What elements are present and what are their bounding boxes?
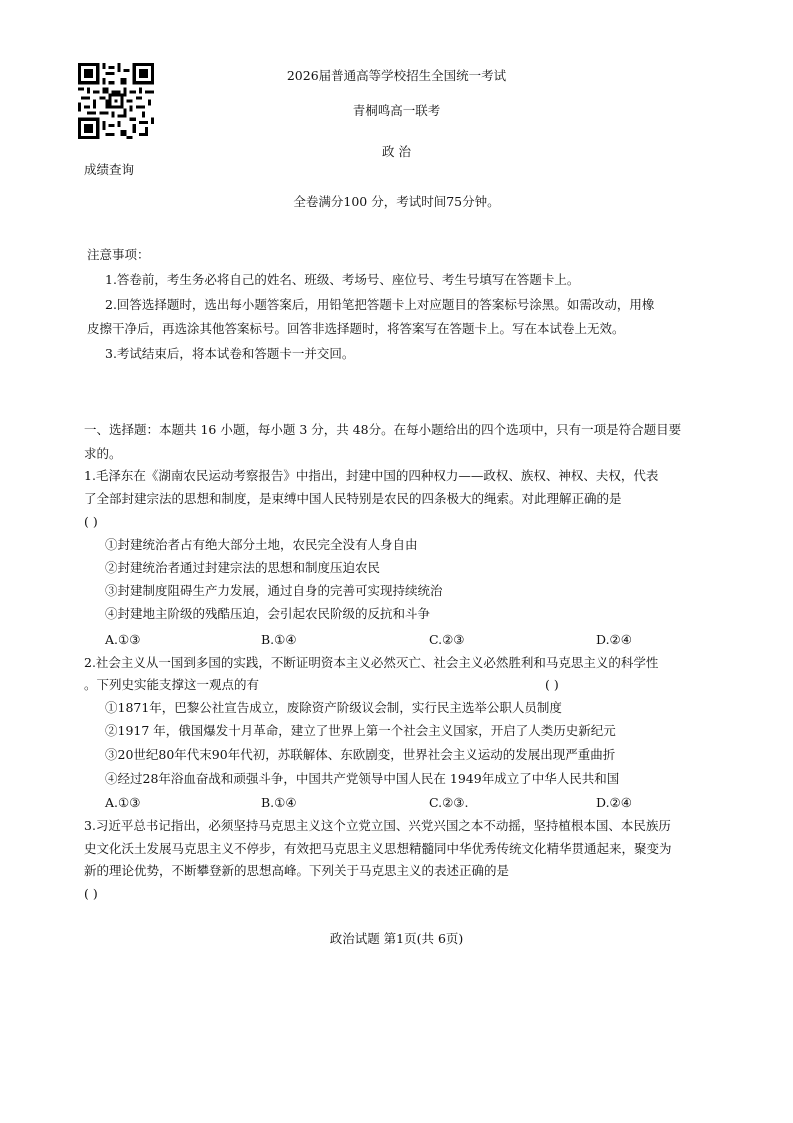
- q1-option-3: ③封建制度阻碍生产力发展，通过自身的完善可实现持续统治: [105, 583, 443, 598]
- q3-stem-line-3: 新的理论优势，不断攀登新的思想高峰。下列关于马克思主义的表述正确的是: [84, 863, 510, 878]
- notice-item-3: 3.考试结束后，将本试卷和答题卡一并交回。: [105, 346, 355, 361]
- score-time-info: 全卷满分100 分，考试时间75分钟。: [293, 194, 500, 209]
- q2-choice-a: A.①③: [105, 795, 141, 810]
- q1-choice-b: B.①④: [261, 632, 297, 647]
- q1-stem-line-2: 了全部封建宗法的思想和制度，是束缚中国人民特别是农民的四条极大的绳索。对此理解正确的是: [84, 491, 622, 506]
- q2-option-1: ①1871年，巴黎公社宣告成立，废除资产阶级议会制，实行民主选举公职人员制度: [105, 700, 562, 715]
- subject-title: 政 治: [382, 144, 411, 159]
- q3-answer-paren: ( ): [84, 886, 98, 901]
- q1-stem-line-1: 1.毛泽东在《湖南农民运动考察报告》中指出，封建中国的四种权力——政权、族权、神权、夫权，代表: [84, 468, 659, 483]
- q2-option-2: ②1917 年，俄国爆发十月革命，建立了世界上第一个社会主义国家，开启了人类历史新纪元: [105, 723, 616, 738]
- q1-choice-a: A.①③: [105, 632, 141, 647]
- section-heading-line-1: 一、选择题：本题共 16 小题，每小题 3 分，共 48分。在每小题给出的四个选项中，只有一项是符合题目要: [84, 422, 682, 437]
- notice-item-2-line-2: 皮擦干净后，再选涂其他答案标号。回答非选择题时，将答案写在答题卡上。写在本试卷上无效。: [87, 321, 625, 336]
- q1-choice-c: C.②③: [429, 632, 465, 647]
- notice-heading: 注意事项：: [87, 247, 150, 262]
- q2-option-3: ③20世纪80年代末90年代初，苏联解体、东欧剧变，世界社会主义运动的发展出现严重曲折: [105, 747, 616, 762]
- q2-answer-paren: ( ): [545, 677, 559, 692]
- q2-choice-b: B.①④: [261, 795, 297, 810]
- q3-stem-line-2: 史文化沃土发展马克思主义不停步，有效把马克思主义思想精髓同中华优秀传统文化精华贯通起来，聚变为: [84, 841, 672, 856]
- q2-stem-line-1: 2.社会主义从一国到多国的实践，不断证明资本主义必然灭亡、社会主义必然胜利和马克思主义的科学性: [84, 655, 659, 670]
- q2-stem-line-2: 。下列史实能支撑这一观点的有: [84, 677, 260, 692]
- q2-option-4: ④经过28年浴血奋战和顽强斗争，中国共产党领导中国人民在 1949年成立了中华人民共和国: [105, 771, 620, 786]
- page-footer: 政治试题 第1页(共 6页): [329, 931, 464, 946]
- q2-choice-d: D.②④: [596, 795, 632, 810]
- qr-caption: 成绩查询: [84, 162, 135, 177]
- notice-item-1: 1.答卷前，考生务必将自己的姓名、班级、考场号、座位号、考生号填写在答题卡上。: [105, 272, 580, 287]
- q1-choice-d: D.②④: [596, 632, 632, 647]
- q1-option-1: ①封建统治者占有绝大部分土地，农民完全没有人身自由: [105, 537, 418, 552]
- q1-option-2: ②封建统治者通过封建宗法的思想和制度压迫农民: [105, 560, 381, 575]
- q1-answer-paren: ( ): [84, 514, 98, 529]
- q2-choice-c: C.②③.: [429, 795, 469, 810]
- q3-stem-line-1: 3.习近平总书记指出，必须坚持马克思主义这个立党立国、兴党兴国之本不动摇，坚持植根本国、本民族历: [84, 818, 671, 833]
- notice-item-2-line-1: 2.回答选择题时，选出每小题答案后，用铅笔把答题卡上对应题目的答案标号涂黑。如需改动，用橡: [105, 297, 655, 312]
- exam-subtitle: 青桐鸣高一联考: [352, 103, 441, 118]
- exam-title: 2026届普通高等学校招生全国统一考试: [286, 68, 507, 83]
- q1-option-4: ④封建地主阶级的残酷压迫，会引起农民阶级的反抗和斗争: [105, 606, 431, 621]
- section-heading-line-2: 求的。: [84, 446, 122, 461]
